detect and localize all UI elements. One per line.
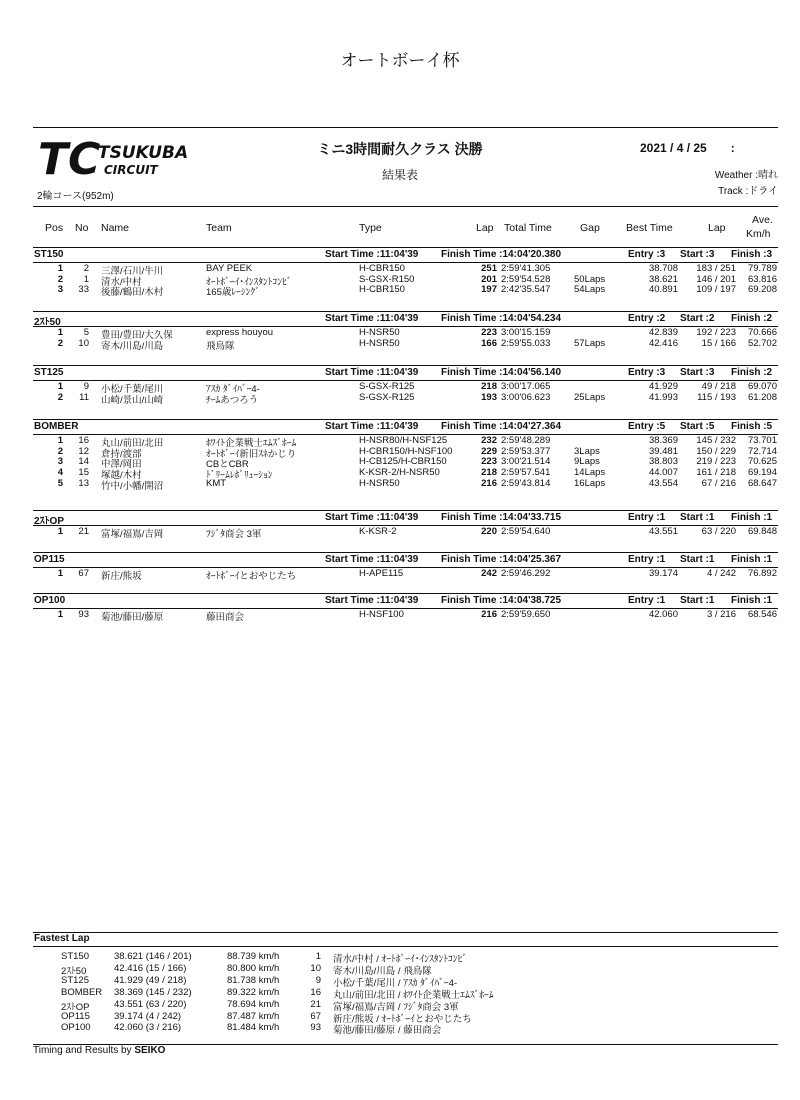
class-finish-time: Finish Time :14:04'27.364 [441, 421, 562, 432]
row-type: H-CBR150/H-NSF100 [359, 445, 453, 457]
row-best-time: 43.551 [648, 526, 678, 537]
class-name: ST150 [34, 249, 64, 260]
row-best-time: 39.174 [648, 568, 678, 579]
class-name: OP100 [34, 595, 66, 606]
class-header [33, 552, 778, 568]
row-gap: 50Laps [574, 273, 606, 285]
row-laps: 223 [481, 327, 497, 338]
row-name: 新庄/熊坂 [101, 571, 142, 582]
row-best-lap: 192 / 223 [696, 327, 736, 338]
fastest-speed: 78.694 km/h [227, 998, 280, 1010]
row-total-time: 2:59'59.650 [501, 609, 551, 620]
row-name: 倉持/渡部 [101, 448, 142, 460]
row-ave-speed: 52.702 [747, 337, 777, 349]
class-start-time: Start Time :11:04'39 [325, 313, 419, 324]
row-team: 飛鳥隊 [206, 340, 235, 352]
row-team: ﾁｰﾑあつろう [206, 394, 259, 406]
fastest-speed: 80.800 km/h [227, 962, 280, 974]
row-team: BAY PEEK [206, 263, 253, 274]
table-row [33, 284, 778, 299]
row-best-lap: 145 / 232 [696, 435, 736, 446]
row-name: 中澤/岡田 [101, 459, 142, 471]
class-start-count: Start :5 [680, 421, 715, 432]
row-laps: 218 [481, 467, 497, 479]
fastest-rider-team: 小松/千葉/尾川 / ｱｽｶ ﾀﾞｲﾊﾞｰ4- [333, 977, 458, 989]
row-best-lap: 49 / 218 [701, 381, 736, 392]
fastest-no: 67 [310, 1010, 321, 1022]
row-name: 竹中/小幡/開沼 [101, 480, 164, 492]
footer-prefix: Timing and Results by [33, 1045, 135, 1056]
fastest-time: 43.551 (63 / 220) [114, 998, 187, 1010]
header-total-time: Total Time [504, 222, 552, 234]
row-name: 富塚/福嶌/吉岡 [101, 529, 164, 540]
row-team: KMT [206, 477, 227, 489]
row-ave-speed: 61.208 [747, 391, 777, 403]
row-name: 丸山/前田/北田 [101, 438, 164, 449]
row-type: S-GSX-R125 [359, 391, 415, 403]
class-entry: Entry :1 [628, 595, 666, 606]
class-entry: Entry :3 [628, 249, 666, 260]
header-top-line [33, 206, 778, 207]
row-no: 93 [78, 609, 89, 620]
fastest-speed: 87.487 km/h [227, 1010, 280, 1022]
row-total-time: 3:00'15.159 [501, 327, 551, 338]
fastest-lap-divider [33, 946, 778, 947]
row-ave-speed: 69.208 [747, 284, 777, 296]
row-type: H-CB125/H-CBR150 [359, 456, 447, 468]
row-type: H-CBR150 [359, 284, 405, 296]
row-total-time: 2:42'35.547 [501, 284, 551, 296]
row-team: express houyou [206, 327, 274, 338]
table-row [33, 478, 778, 490]
row-laps: 251 [481, 263, 497, 274]
row-team: ﾄﾞﾘｰﾑﾚﾎﾞﾘｭｰｼｮﾝ [206, 470, 273, 482]
row-team: 165歳ﾚｰｼﾝｸﾞ [206, 287, 260, 299]
fastest-rider-team: 新庄/熊坂 / ｵｰﾄﾎﾞｰｲとおやじたち [333, 1013, 472, 1025]
class-entry: Entry :1 [628, 554, 666, 565]
row-best-time: 38.369 [648, 435, 678, 446]
row-ave-speed: 68.546 [747, 609, 777, 620]
class-finish-count: Finish :1 [731, 554, 773, 565]
row-ave-speed: 70.666 [747, 327, 777, 338]
row-total-time: 2:59'43.814 [501, 477, 551, 489]
top-divider [33, 127, 778, 128]
row-laps: 216 [481, 477, 497, 489]
row-team: 藤田商会 [206, 612, 245, 623]
row-type: H-NSR50 [359, 337, 400, 349]
class-header [33, 365, 778, 381]
row-name: 菊池/藤田/藤原 [101, 612, 164, 623]
row-team: ｱｽｶ ﾀﾞｲﾊﾞｰ4- [206, 384, 260, 395]
row-laps: 166 [481, 337, 497, 349]
class-header [33, 593, 778, 609]
row-total-time: 2:59'46.292 [501, 568, 551, 579]
row-best-time: 38.621 [648, 273, 678, 285]
svg-text:TSUKUBA: TSUKUBA [98, 143, 189, 163]
row-laps: 242 [481, 568, 497, 579]
row-total-time: 2:59'54.640 [501, 526, 551, 537]
class-start-count: Start :1 [680, 554, 715, 565]
row-laps: 216 [481, 609, 497, 620]
table-row [33, 392, 778, 404]
fastest-lap-row [33, 951, 778, 963]
fastest-speed: 88.739 km/h [227, 951, 280, 962]
fastest-rider-team: 富塚/福嶌/吉岡 / ﾌｼﾞﾀ商会 3軍 [333, 1001, 459, 1013]
row-best-lap: 67 / 216 [701, 477, 736, 489]
row-best-time: 38.708 [648, 263, 678, 274]
row-no: 5 [83, 327, 89, 338]
row-gap: 14Laps [574, 467, 606, 479]
row-name: 豊田/豊田/大久保 [101, 330, 173, 341]
class-start-time: Start Time :11:04'39 [325, 367, 419, 378]
class-start-count: Start :1 [680, 512, 715, 523]
class-start-count: Start :2 [680, 313, 715, 324]
header-no: No [75, 222, 89, 234]
class-name: 2ｽﾄOP [34, 516, 65, 527]
table-row [33, 526, 778, 538]
row-no: 2 [83, 263, 89, 274]
row-team: ｵｰﾄﾎﾞｰｲ新旧ｽﾈかじり [206, 448, 297, 460]
row-no: 12 [78, 445, 89, 457]
row-best-time: 42.839 [648, 327, 678, 338]
row-no: 16 [78, 435, 89, 446]
fastest-class: 2ｽﾄ50 [61, 965, 87, 977]
row-total-time: 2:59'55.033 [501, 337, 551, 349]
row-type: S-GSX-R150 [359, 273, 415, 285]
row-name: 小松/千葉/尾川 [101, 384, 164, 395]
class-start-time: Start Time :11:04'39 [325, 595, 419, 606]
fastest-class: ST150 [61, 951, 89, 962]
row-name: 塚越/木村 [101, 470, 142, 482]
row-laps: 232 [481, 435, 497, 446]
fastest-rider-team: 丸山/前田/北田 / ﾎﾜｲﾄ企業戦士ｴﾑｽﾞﾎｰﾑ [333, 989, 494, 1001]
row-type: H-NSR80/H-NSF125 [359, 435, 448, 446]
row-best-lap: 150 / 229 [696, 445, 736, 457]
row-pos: 2 [57, 337, 63, 349]
class-name: ST125 [34, 367, 64, 378]
class-finish-count: Finish :3 [731, 249, 773, 260]
row-no: 33 [78, 284, 89, 296]
row-type: K-KSR-2/H-NSR50 [359, 467, 440, 479]
row-pos: 2 [57, 445, 63, 457]
fastest-time: 42.416 (15 / 166) [114, 962, 187, 974]
row-laps: 201 [481, 273, 497, 285]
row-pos: 1 [57, 526, 63, 537]
seiko-logo: SEIKO [134, 1045, 166, 1056]
row-no: 14 [78, 456, 89, 468]
fastest-rider-team: 寄木/川島/川島 / 飛鳥隊 [333, 965, 432, 977]
class-finish-time: Finish Time :14:04'33.715 [441, 512, 562, 523]
fastest-lap-title: Fastest Lap [34, 933, 90, 944]
table-row [33, 338, 778, 350]
row-team: ﾎﾜｲﾄ企業戦士ｴﾑｽﾞﾎｰﾑ [206, 438, 297, 449]
row-laps: 220 [481, 526, 497, 537]
row-pos: 1 [57, 381, 63, 392]
fastest-time: 42.060 (3 / 216) [114, 1022, 182, 1034]
row-best-time: 42.416 [648, 337, 678, 349]
row-best-time: 38.803 [648, 456, 678, 468]
results-label: 結果表 [381, 168, 418, 182]
row-best-lap: 183 / 251 [696, 263, 736, 274]
fastest-no: 9 [315, 974, 321, 986]
class-entry: Entry :5 [628, 421, 666, 432]
row-type: S-GSX-R125 [359, 381, 415, 392]
fastest-no: 10 [310, 962, 321, 974]
class-start-time: Start Time :11:04'39 [325, 249, 419, 260]
class-start-time: Start Time :11:04'39 [325, 512, 419, 523]
row-best-time: 39.481 [648, 445, 678, 457]
tsukuba-circuit-logo [36, 134, 211, 190]
row-laps: 197 [481, 284, 497, 296]
class-entry: Entry :1 [628, 512, 666, 523]
row-no: 21 [78, 526, 89, 537]
class-finish-count: Finish :2 [731, 367, 773, 378]
row-pos: 1 [57, 435, 63, 446]
fastest-time: 41.929 (49 / 218) [114, 974, 187, 986]
fastest-speed: 81.738 km/h [227, 974, 280, 986]
row-best-lap: 3 / 216 [706, 609, 736, 620]
row-total-time: 3:00'17.065 [501, 381, 551, 392]
fastest-class: 2ｽﾄOP [61, 1001, 90, 1013]
fastest-speed: 89.322 km/h [227, 986, 280, 998]
weather: Weather :晴れ [714, 170, 778, 181]
fastest-no: 16 [310, 986, 321, 998]
fastest-lap-row [33, 1022, 778, 1037]
row-name: 寄木/川島/川島 [101, 340, 164, 352]
row-ave-speed: 76.892 [747, 568, 777, 579]
row-no: 1 [83, 273, 89, 285]
row-team: ｵｰﾄﾎﾞｰｲとおやじたち [206, 571, 297, 582]
row-ave-speed: 63.816 [747, 273, 777, 285]
header-gap: Gap [580, 222, 600, 234]
header-name: Name [101, 222, 130, 234]
row-best-time: 41.929 [648, 381, 678, 392]
row-pos: 1 [57, 263, 63, 274]
race-title: ミニ3時間耐久クラス 決勝 [317, 141, 483, 157]
fastest-rider-team: 菊池/藤田/藤原 / 藤田商会 [333, 1025, 442, 1037]
row-total-time: 3:00'21.514 [501, 456, 551, 468]
fastest-lap-row [33, 975, 778, 987]
row-pos: 3 [57, 284, 63, 296]
row-team: ｵｰﾄﾎﾞｰｲ･ｲﾝｽﾀﾝﾄｺﾝﾋﾞ [206, 276, 292, 288]
fastest-no: 21 [310, 998, 321, 1010]
header-lap2: Lap [708, 222, 726, 234]
row-gap: 16Laps [574, 477, 606, 489]
row-ave-speed: 69.194 [747, 467, 777, 479]
class-finish-time: Finish Time :14:04'56.140 [441, 367, 562, 378]
row-best-lap: 4 / 242 [706, 568, 736, 579]
fastest-lap-row [33, 963, 778, 975]
row-best-lap: 219 / 223 [696, 456, 736, 468]
fastest-class: OP100 [61, 1022, 91, 1034]
row-team: CBとCBR [206, 459, 249, 471]
row-best-time: 41.993 [648, 391, 678, 403]
fastest-class: ST125 [61, 974, 89, 986]
row-best-lap: 115 / 193 [697, 391, 736, 403]
row-pos: 1 [57, 609, 63, 620]
class-start-count: Start :3 [680, 249, 715, 260]
row-no: 15 [78, 467, 89, 479]
row-gap: 9Laps [574, 456, 600, 468]
class-entry: Entry :3 [628, 367, 666, 378]
fastest-speed: 81.484 km/h [227, 1022, 280, 1034]
row-laps: 223 [481, 456, 497, 468]
row-pos: 2 [57, 391, 63, 403]
fastest-time: 38.621 (146 / 201) [114, 951, 192, 962]
row-best-lap: 15 / 166 [701, 337, 736, 349]
row-total-time: 2:59'54.528 [501, 273, 551, 285]
row-best-lap: 146 / 201 [696, 273, 736, 285]
row-total-time: 2:59'41.305 [501, 263, 551, 274]
svg-text:TC: TC [38, 134, 101, 184]
row-ave-speed: 79.789 [747, 263, 777, 274]
row-best-time: 44.007 [648, 467, 678, 479]
row-total-time: 2:59'48.289 [501, 435, 551, 446]
row-type: H-APE115 [359, 568, 404, 579]
course-info: 2輪コース(952m) [37, 191, 114, 202]
fastest-class: OP115 [61, 1010, 90, 1022]
header-ave: Ave. [752, 214, 773, 226]
class-finish-time: Finish Time :14:04'25.367 [441, 554, 562, 565]
fastest-lap-row [33, 987, 778, 999]
row-best-lap: 161 / 218 [696, 467, 736, 479]
class-header [33, 311, 778, 327]
class-name: 2ｽﾄ50 [34, 317, 61, 328]
row-no: 67 [78, 568, 89, 579]
row-gap: 57Laps [574, 337, 606, 349]
row-ave-speed: 69.848 [747, 526, 777, 537]
header-lap: Lap [476, 222, 494, 234]
header-best-time: Best Time [626, 222, 673, 234]
class-header [33, 247, 778, 263]
row-best-lap: 63 / 220 [701, 526, 736, 537]
row-total-time: 3:00'06.623 [501, 391, 551, 403]
row-gap: 54Laps [574, 284, 606, 296]
footer-credit [33, 1045, 165, 1056]
row-no: 10 [78, 337, 89, 349]
row-pos: 1 [57, 327, 63, 338]
fastest-class: BOMBER [61, 986, 103, 998]
class-finish-time: Finish Time :14:04'54.234 [441, 313, 562, 324]
class-name: OP115 [34, 554, 65, 565]
class-finish-count: Finish :1 [731, 595, 773, 606]
fastest-no: 93 [310, 1022, 321, 1034]
row-pos: 5 [57, 477, 63, 489]
class-start-count: Start :3 [680, 367, 715, 378]
fastest-lap-top-line [33, 932, 778, 933]
header-kmh: Km/h [746, 228, 771, 240]
class-header [33, 510, 778, 526]
row-ave-speed: 69.070 [747, 381, 777, 392]
class-entry: Entry :2 [628, 313, 666, 324]
row-name: 清水/中村 [101, 276, 142, 288]
row-gap: 3Laps [574, 445, 600, 457]
row-laps: 193 [481, 391, 497, 403]
row-team: ﾌｼﾞﾀ商会 3軍 [206, 529, 262, 540]
class-start-time: Start Time :11:04'39 [325, 554, 419, 565]
row-best-time: 40.891 [648, 284, 678, 296]
row-pos: 4 [57, 467, 63, 479]
header-type: Type [359, 222, 382, 234]
row-best-lap: 109 / 197 [696, 284, 736, 296]
row-type: K-KSR-2 [359, 526, 397, 537]
row-laps: 218 [481, 381, 497, 392]
table-row [33, 609, 778, 621]
table-row [33, 568, 778, 580]
fastest-rider-team: 清水/中村 / ｵｰﾄﾎﾞｰｲ･ｲﾝｽﾀﾝﾄｺﾝﾋﾞ [333, 954, 468, 965]
row-no: 9 [83, 381, 89, 392]
row-best-time: 43.554 [648, 477, 678, 489]
row-total-time: 2:59'57.541 [501, 467, 551, 479]
row-ave-speed: 72.714 [747, 445, 777, 457]
class-finish-count: Finish :2 [731, 313, 773, 324]
fastest-lap-row [33, 1011, 778, 1023]
row-laps: 229 [481, 445, 497, 457]
row-no: 13 [78, 477, 89, 489]
fastest-time: 38.369 (145 / 232) [114, 986, 192, 998]
race-date: 2021 / 4 / 25 : [640, 141, 735, 155]
event-name: オートボーイ杯 [340, 51, 460, 70]
track-condition: Track :ドライ [718, 186, 778, 197]
row-name: 三澤/石川/牛川 [101, 266, 164, 277]
row-type: H-NSR50 [359, 327, 400, 338]
row-name: 山崎/景山/山崎 [101, 394, 164, 406]
fastest-no: 1 [315, 951, 321, 962]
class-finish-count: Finish :1 [731, 512, 773, 523]
class-start-time: Start Time :11:04'39 [325, 421, 419, 432]
class-start-count: Start :1 [680, 595, 715, 606]
row-ave-speed: 73.701 [747, 435, 777, 446]
class-name: BOMBER [34, 421, 79, 432]
class-finish-time: Finish Time :14:04'38.725 [441, 595, 562, 606]
fastest-time: 39.174 (4 / 242) [114, 1010, 182, 1022]
row-no: 11 [79, 391, 89, 403]
row-total-time: 2:59'53.377 [501, 445, 551, 457]
row-pos: 1 [57, 568, 63, 579]
row-ave-speed: 70.625 [747, 456, 777, 468]
class-finish-count: Finish :5 [731, 421, 773, 432]
row-pos: 2 [57, 273, 63, 285]
row-best-time: 42.060 [648, 609, 678, 620]
row-name: 後藤/鶴田/木村 [101, 287, 164, 299]
class-finish-time: Finish Time :14:04'20.380 [441, 249, 562, 260]
row-gap: 25Laps [574, 391, 606, 403]
row-type: H-NSR50 [359, 477, 400, 489]
row-pos: 3 [57, 456, 63, 468]
header-team: Team [206, 222, 232, 234]
class-header [33, 419, 778, 435]
header-pos: Pos [45, 222, 64, 234]
row-type: H-NSF100 [359, 609, 404, 620]
svg-text:CIRCUIT: CIRCUIT [104, 163, 158, 177]
row-ave-speed: 68.647 [747, 477, 777, 489]
fastest-lap-row [33, 999, 778, 1011]
row-type: H-CBR150 [359, 263, 405, 274]
